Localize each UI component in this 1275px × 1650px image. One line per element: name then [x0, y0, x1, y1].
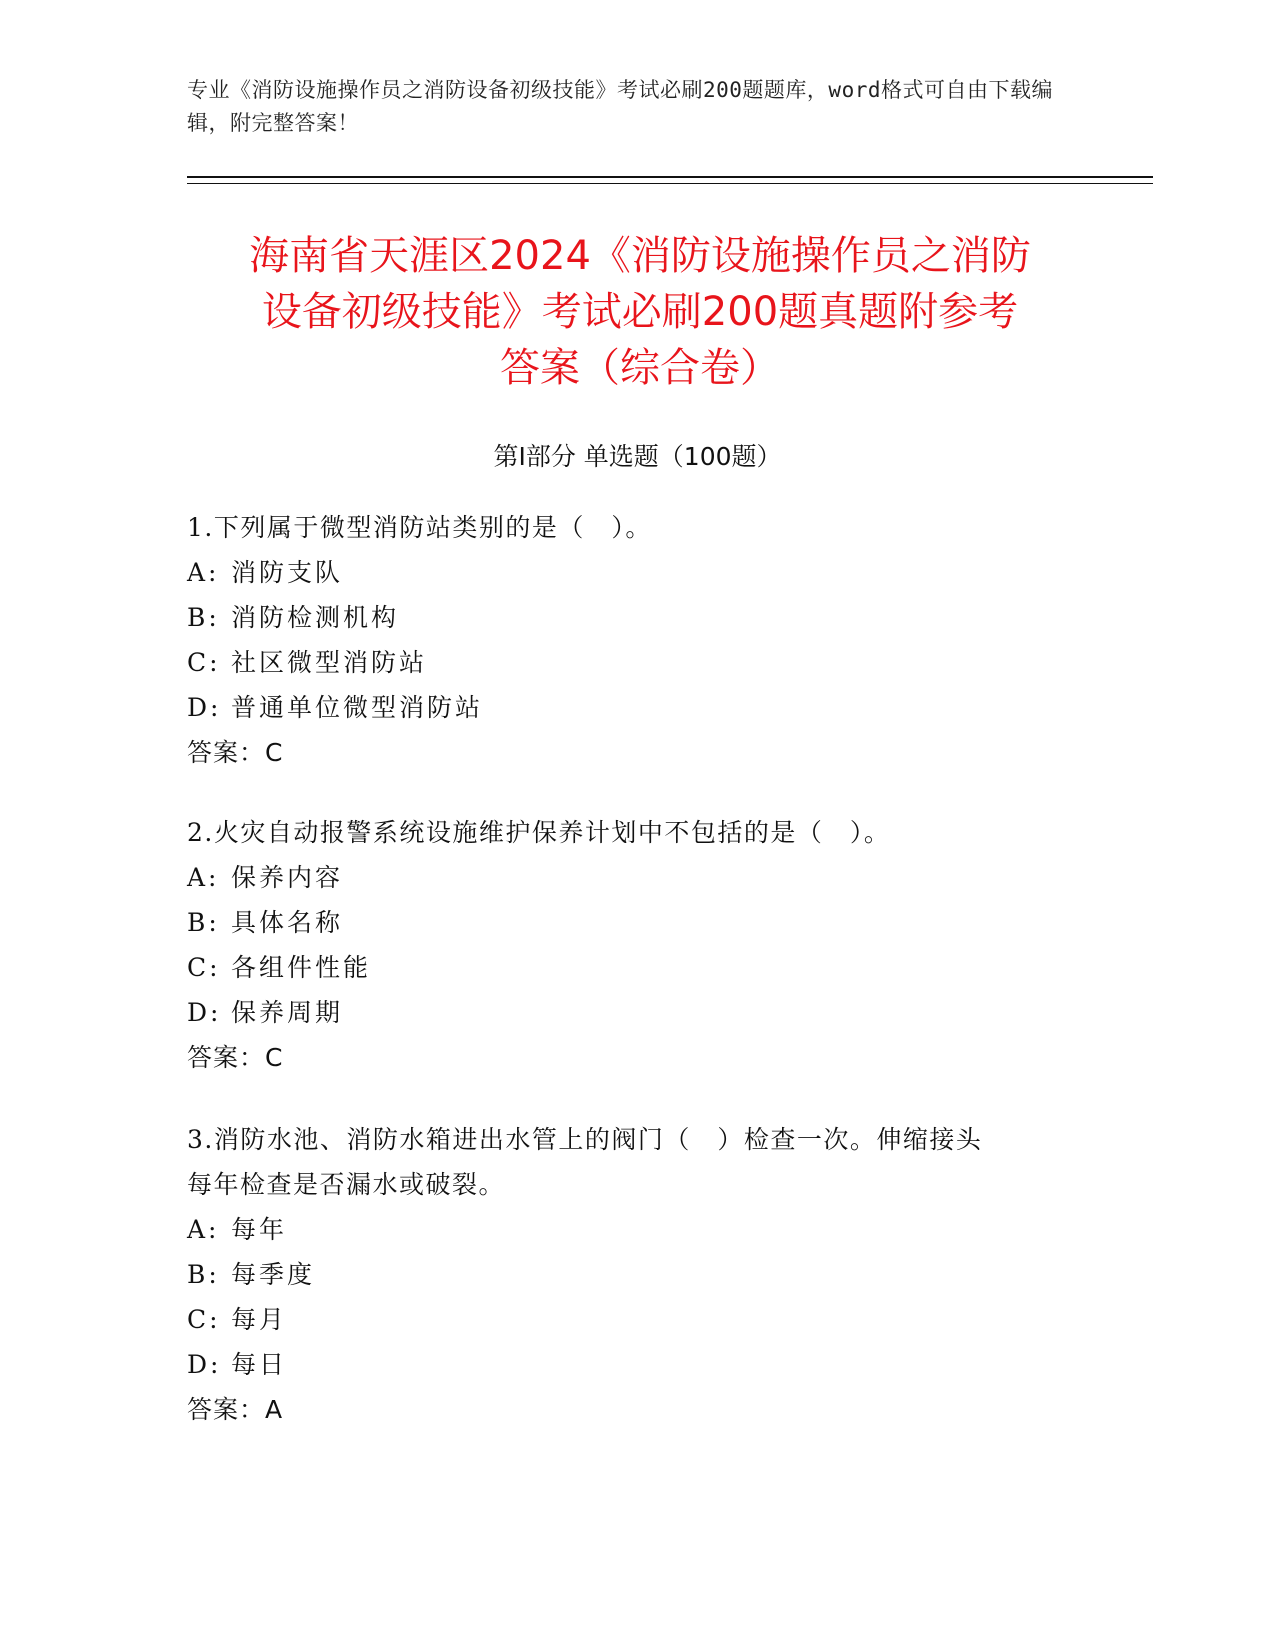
question-stem: 3.消防水池、消防水箱进出水管上的阀门（ ）检查一次。伸缩接头	[187, 1125, 983, 1154]
option-a	[187, 550, 1067, 595]
option-letter: C:	[187, 648, 221, 677]
option-c	[187, 1297, 1067, 1342]
option-c	[187, 640, 1067, 685]
option-b	[187, 1252, 1067, 1297]
option-text: 每季度	[231, 1260, 316, 1289]
option-letter: B:	[187, 603, 220, 632]
title-line: 答案（综合卷）	[500, 345, 780, 391]
option-letter: A:	[187, 863, 220, 892]
option-letter: D:	[187, 1350, 222, 1379]
option-text: 保养周期	[231, 998, 344, 1027]
question-stem: 2.火灾自动报警系统设施维护保养计划中不包括的是（ ）。	[187, 818, 891, 847]
option-c	[187, 945, 1067, 990]
option-text: 各组件性能	[231, 953, 372, 982]
document-title	[180, 228, 1100, 396]
option-text: 消防检测机构	[231, 603, 400, 632]
title-line: 海南省天涯区2024《消防设施操作员之消防	[249, 233, 1031, 279]
question-stem-continued: 每年检查是否漏水或破裂。	[187, 1170, 506, 1199]
title-line: 设备初级技能》考试必刷200题真题附参考	[261, 289, 1019, 335]
answer-line: 答案：A	[187, 1395, 284, 1424]
option-letter: C:	[187, 1305, 221, 1334]
question-stem: 1.下列属于微型消防站类别的是（ ）。	[187, 513, 652, 542]
question-1	[187, 505, 1067, 775]
option-text: 每年	[231, 1215, 288, 1244]
option-text: 具体名称	[231, 908, 344, 937]
option-letter: A:	[187, 558, 220, 587]
option-a	[187, 855, 1067, 900]
option-text: 消防支队	[231, 558, 344, 587]
option-letter: B:	[187, 908, 220, 937]
question-3	[187, 1117, 1067, 1432]
option-text: 社区微型消防站	[231, 648, 428, 677]
header-note: 专业《消防设施操作员之消防设备初级技能》考试必刷200题题库，word格式可自由下载编辑，附完整答案！	[187, 78, 1053, 135]
option-d	[187, 1342, 1067, 1387]
option-b	[187, 595, 1067, 640]
header-rule-thin	[187, 183, 1153, 184]
option-letter: D:	[187, 998, 222, 1027]
option-text: 普通单位微型消防站	[231, 693, 484, 722]
option-letter: B:	[187, 1260, 220, 1289]
option-letter: A:	[187, 1215, 220, 1244]
question-2	[187, 810, 1067, 1080]
option-text: 保养内容	[231, 863, 344, 892]
option-a	[187, 1207, 1067, 1252]
section-title: 第I部分 单选题（100题）	[493, 442, 782, 471]
option-text: 每月	[231, 1305, 288, 1334]
option-letter: C:	[187, 953, 221, 982]
option-letter: D:	[187, 693, 222, 722]
option-d	[187, 990, 1067, 1035]
answer-line: 答案：C	[187, 1043, 284, 1072]
answer-line: 答案：C	[187, 738, 284, 767]
option-b	[187, 900, 1067, 945]
option-text: 每日	[231, 1350, 288, 1379]
option-d	[187, 685, 1067, 730]
header-rule-thick	[187, 176, 1153, 178]
